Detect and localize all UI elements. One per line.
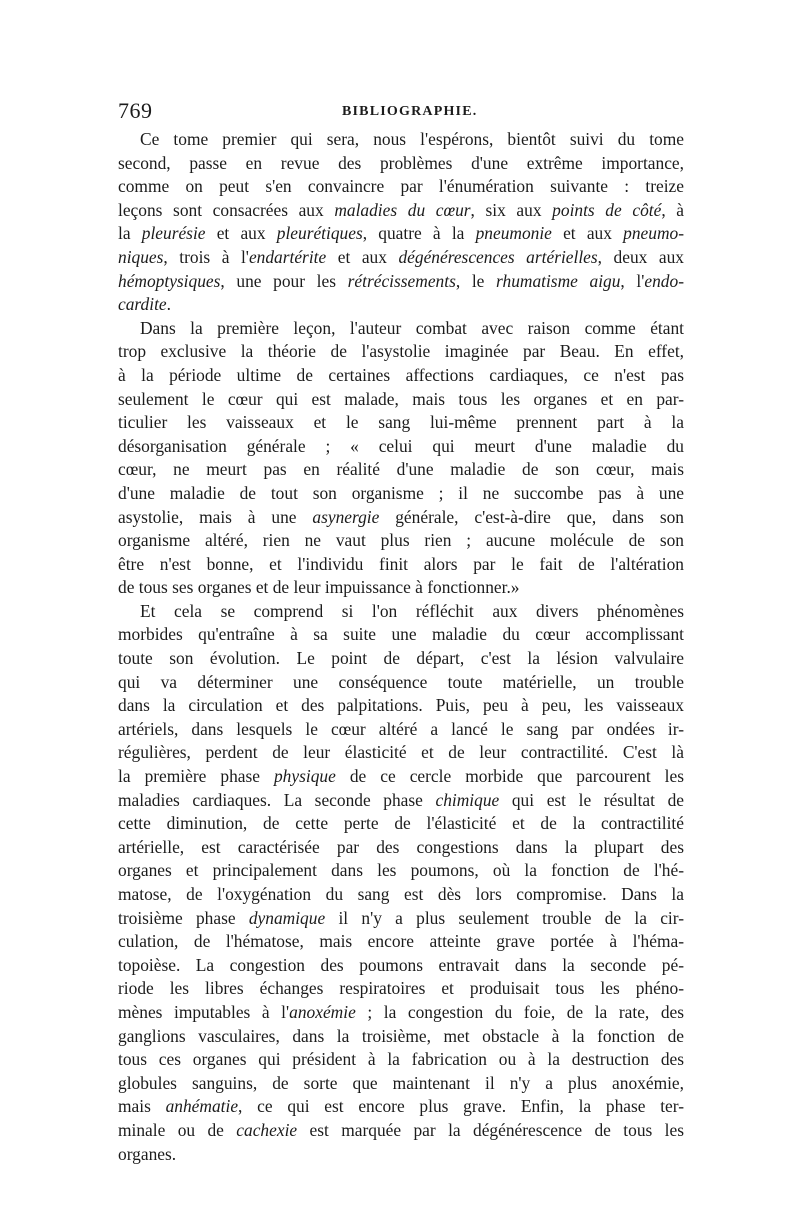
text-line: Et cela se comprend si l'on réfléchit aux divers phénomènes: [140, 600, 684, 621]
text-line: Ce tome premier qui sera, nous l'espérons, bientôt suivi du tome: [140, 129, 684, 149]
text-line: qui va déterminer une conséquence toute matérielle, un trouble: [118, 671, 684, 692]
text-line: asystolie, mais à une asynergie générale, c'est-à-dire que, dans son: [118, 506, 684, 527]
text-line: être n'est bonne, et l'individu finit alors par le fait de l'altération: [118, 553, 684, 574]
text-line: ticulier les vaisseaux et le sang lui-même prennent part à la: [118, 412, 684, 433]
text-line: régulières, perdent de leur élasticité et de leur contractilité. C'est là: [118, 742, 684, 763]
text-line: tous ces organes qui président à la fabrication ou à la destruction des: [118, 1049, 684, 1070]
text-line: cette diminution, de cette perte de l'élasticité et de la contractilité: [118, 813, 684, 834]
text-line: artérielle, est caractérisée par des congestions dans la plupart des: [118, 836, 684, 857]
text-line: matose, de l'oxygénation du sang est dès lors compromise. Dans la: [118, 884, 684, 904]
text-line: la première phase physique de ce cercle morbide que parcourent les: [118, 766, 684, 787]
text-line: comme on peut s'en convaincre par l'énumération suivante : treize: [118, 176, 684, 197]
paragraph: [118, 317, 684, 600]
paragraph: [118, 128, 684, 317]
page-number: 769: [118, 98, 153, 123]
text-line: troisième phase dynamique il n'y a plus seulement trouble de la cir-: [118, 907, 684, 928]
text-line: minale ou de cachexie est marquée par la dégénérescence de tous les: [118, 1119, 684, 1140]
text-line: second, passe en revue des problèmes d'une extrême importance,: [118, 152, 684, 173]
text-line: à la période ultime de certaines affections cardiaques, ce n'est pas: [118, 364, 684, 385]
text-line: organes et principalement dans les poumons, où la fonction de l'hé-: [118, 860, 684, 881]
text-line: organes.: [118, 1143, 177, 1164]
text-line: artériels, dans lesquels le cœur altéré a lancé le sang par ondées ir-: [118, 718, 684, 739]
text-line: seulement le cœur qui est malade, mais tous les organes et en par-: [118, 388, 684, 409]
body-text: [118, 128, 684, 1166]
page-header: [118, 98, 684, 128]
text-line: d'une maladie de tout son organisme ; il ne succombe pas à une: [118, 482, 684, 503]
text-line: cardite.: [118, 294, 171, 315]
text-line: topoièse. La congestion des poumons entravait dans la seconde pé-: [118, 954, 684, 975]
text-line: mais anhématie, ce qui est encore plus grave. Enfin, la phase ter-: [118, 1096, 684, 1117]
text-line: toute son évolution. Le point de départ, c'est la lésion valvulaire: [118, 648, 684, 669]
text-line: cœur, ne meurt pas en réalité d'une maladie de son cœur, mais: [118, 459, 684, 480]
text-line: organisme altéré, rien ne vaut plus rien ; aucune molécule de son: [118, 530, 684, 551]
text-line: globules sanguins, de sorte que maintenant il n'y a plus anoxémie,: [118, 1072, 684, 1093]
text-line: la pleurésie et aux pleurétiques, quatre à la pneumonie et aux pneumo-: [118, 223, 684, 244]
text-line: leçons sont consacrées aux maladies du cœur, six aux points de côté, à: [118, 199, 685, 220]
text-line: ganglions vasculaires, dans la troisième, met obstacle à la fonction de: [118, 1025, 684, 1046]
running-head: BIBLIOGRAPHIE.: [342, 104, 478, 119]
text-line: niques, trois à l'endartérite et aux dégénérescences artérielles, deux aux: [118, 246, 684, 267]
paragraph: [118, 600, 684, 1166]
text-line: morbides qu'entraîne à sa suite une maladie du cœur accomplissant: [118, 624, 684, 645]
text-line: de tous ses organes et de leur impuissance à fonctionner.»: [118, 577, 520, 598]
text-line: trop exclusive la théorie de l'asystolie imaginée par Beau. En effet,: [118, 341, 684, 362]
text-line: culation, de l'hématose, mais encore atteinte grave portée à l'héma-: [118, 931, 684, 952]
text-line: hémoptysiques, une pour les rétrécissements, le rhumatisme aigu, l'endo-: [118, 270, 684, 291]
text-line: riode les libres échanges respiratoires et produisait tous les phéno-: [118, 978, 684, 999]
text-line: Dans la première leçon, l'auteur combat avec raison comme étant: [140, 317, 684, 338]
text-line: désorganisation générale ; « celui qui meurt d'une maladie du: [118, 435, 684, 456]
text-line: mènes imputables à l'anoxémie ; la congestion du foie, de la rate, des: [118, 1001, 685, 1022]
text-line: maladies cardiaques. La seconde phase chimique qui est le résultat de: [118, 789, 684, 810]
text-line: dans la circulation et des palpitations. Puis, peu à peu, les vaisseaux: [118, 695, 684, 716]
